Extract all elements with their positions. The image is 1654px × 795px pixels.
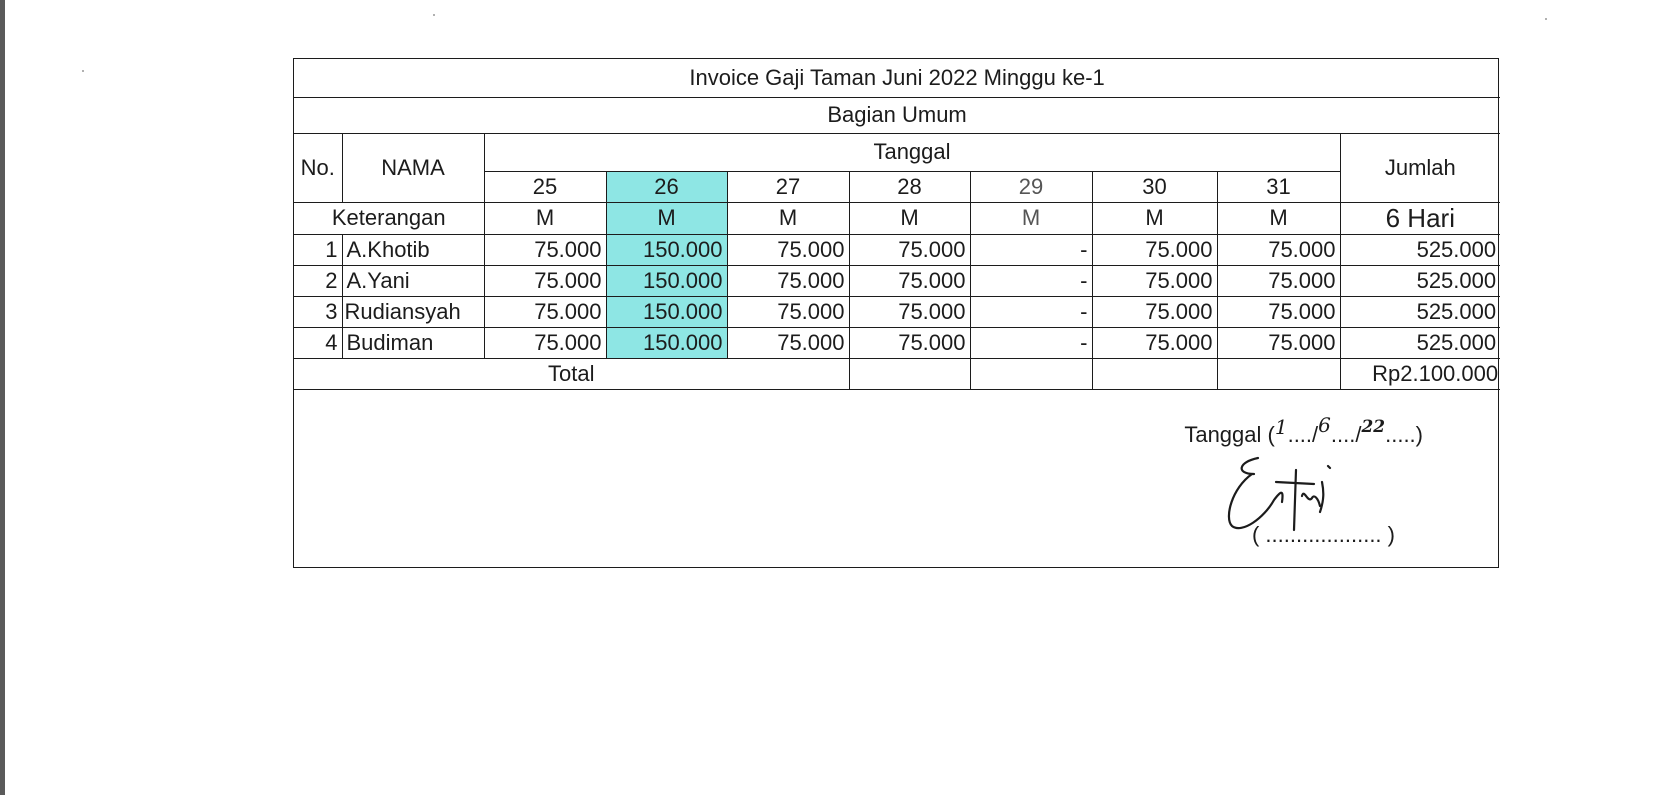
row-value: 75.000: [484, 296, 606, 327]
row-value: -: [970, 296, 1092, 327]
scan-speck: [433, 14, 435, 16]
keterangan-cell: M: [1092, 202, 1217, 234]
row-value: -: [970, 327, 1092, 358]
row-no: 1: [294, 234, 342, 265]
date-tail: .....): [1385, 421, 1423, 447]
row-value: 75.000: [484, 327, 606, 358]
empty-cell: [1217, 358, 1340, 389]
sig-dots: ...................: [1265, 521, 1382, 547]
row-value: 75.000: [1217, 234, 1340, 265]
row-value: 75.000: [849, 296, 970, 327]
row-value: 150.000: [606, 234, 727, 265]
keterangan-row: [294, 202, 1500, 234]
row-value: 75.000: [849, 265, 970, 296]
row-value: 150.000: [606, 327, 727, 358]
scan-edge: [0, 0, 5, 795]
row-value: 75.000: [727, 327, 849, 358]
row-value: -: [970, 265, 1092, 296]
row-value: 75.000: [1092, 327, 1217, 358]
date-cell: 27: [727, 171, 849, 202]
table-row: [294, 327, 1500, 358]
date-cell: 25: [484, 171, 606, 202]
row-value: 75.000: [484, 265, 606, 296]
row-name: A.Yani: [342, 265, 484, 296]
row-value: 75.000: [727, 234, 849, 265]
keterangan-label: Keterangan: [294, 202, 484, 234]
row-value: 75.000: [849, 327, 970, 358]
handwritten-year: 22: [1361, 416, 1386, 437]
date-cell: 26: [606, 171, 727, 202]
row-name: Budiman: [342, 327, 484, 358]
row-value: -: [970, 234, 1092, 265]
header-no: No.: [294, 133, 342, 202]
scan-speck: [1545, 18, 1547, 20]
row-value: 75.000: [484, 234, 606, 265]
row-value: 75.000: [1217, 327, 1340, 358]
row-value: 75.000: [1092, 234, 1217, 265]
row-value: 150.000: [606, 265, 727, 296]
row-no: 4: [294, 327, 342, 358]
grand-total: Rp2.100.000: [1340, 358, 1500, 389]
sig-open: (: [1251, 521, 1260, 547]
sig-close: ): [1387, 521, 1395, 547]
total-label: Total: [294, 358, 849, 389]
date-line: [1184, 412, 1423, 448]
signature-area: [294, 390, 1498, 550]
row-value: 75.000: [727, 296, 849, 327]
date-label: Tanggal (: [1184, 421, 1275, 447]
table-row: [294, 296, 1500, 327]
handwritten-day: 1: [1274, 414, 1288, 439]
row-value: 75.000: [1092, 296, 1217, 327]
keterangan-cell: M: [484, 202, 606, 234]
table-row: [294, 234, 1500, 265]
row-value: 75.000: [1217, 296, 1340, 327]
signature-line: [1252, 522, 1395, 548]
header-jumlah: Jumlah: [1340, 133, 1500, 202]
keterangan-cell: M: [849, 202, 970, 234]
row-value: 150.000: [606, 296, 727, 327]
row-value: 75.000: [727, 265, 849, 296]
scan-speck: [82, 70, 84, 72]
row-name: Rudiansyah: [342, 296, 484, 327]
row-value: 75.000: [849, 234, 970, 265]
total-days: 6 Hari: [1340, 202, 1500, 234]
date-sep: ..../: [1287, 421, 1319, 447]
row-value: 75.000: [1092, 265, 1217, 296]
header-nama: NAMA: [342, 133, 484, 202]
handwritten-month: 6: [1318, 412, 1331, 437]
invoice-sheet: [293, 58, 1499, 568]
date-cell: 31: [1217, 171, 1340, 202]
keterangan-cell: M: [1217, 202, 1340, 234]
invoice-title: Invoice Gaji Taman Juni 2022 Minggu ke-1: [294, 59, 1500, 97]
total-row: [294, 358, 1500, 389]
date-cell: 28: [849, 171, 970, 202]
row-no: 3: [294, 296, 342, 327]
row-jumlah: 525.000: [1340, 234, 1500, 265]
table-row: [294, 265, 1500, 296]
empty-cell: [970, 358, 1092, 389]
date-cell: 30: [1092, 171, 1217, 202]
row-no: 2: [294, 265, 342, 296]
keterangan-cell: M: [606, 202, 727, 234]
row-value: 75.000: [1217, 265, 1340, 296]
empty-cell: [1092, 358, 1217, 389]
date-sep: ..../: [1330, 421, 1362, 447]
keterangan-cell: M: [970, 202, 1092, 234]
row-jumlah: 525.000: [1340, 265, 1500, 296]
keterangan-cell: M: [727, 202, 849, 234]
row-name: A.Khotib: [342, 234, 484, 265]
invoice-table: [294, 59, 1500, 390]
date-cell: 29: [970, 171, 1092, 202]
empty-cell: [849, 358, 970, 389]
row-jumlah: 525.000: [1340, 327, 1500, 358]
section-title: Bagian Umum: [294, 97, 1500, 133]
row-jumlah: 525.000: [1340, 296, 1500, 327]
header-tanggal: Tanggal: [484, 133, 1340, 171]
